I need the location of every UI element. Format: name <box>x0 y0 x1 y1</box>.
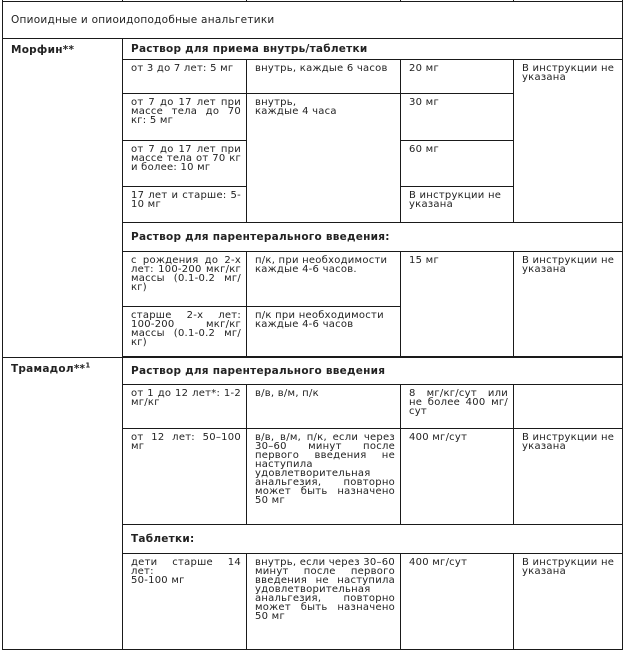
form-header: Раствор для приема внутрь/таблетки <box>123 39 623 60</box>
note-cell: В инструкции не указана <box>514 60 623 223</box>
age-dose-cell: дети старше 14 лет: 50-100 мг <box>123 554 247 650</box>
note-cell <box>514 385 623 429</box>
max-dose-cell: 8 мг/кг/сут или не более 400 мг/сут <box>401 385 514 429</box>
route-cell: внутрь, каждые 6 часов <box>247 60 401 94</box>
dosage-table <box>2 0 623 650</box>
form-header: Раствор для парентерального введения <box>123 358 623 385</box>
note-cell: В инструкции не указана <box>514 252 623 357</box>
route-cell: внутрь, если через 30–60 минут после первого введения не наступила удовлетворительная анальгезия, повторно может быть назначено 50 мг <box>247 554 401 650</box>
max-dose-cell: 60 мг <box>401 141 514 187</box>
age-dose-cell: от 3 до 7 лет: 5 мг <box>123 60 247 94</box>
age-dose-cell: 17 лет и старше: 5-10 мг <box>123 187 247 223</box>
route-cell: в/в, в/м, п/к, если через 30–60 минут после первого введения не наступила удовлетворительная анальгезия, повторно может быть назначено 50 мг <box>247 429 401 525</box>
note-cell: В инструкции не указана <box>514 429 623 525</box>
age-dose-cell: от 1 до 12 лет*: 1-2 мг/кг <box>123 385 247 429</box>
form-header: Раствор для парентерального введения: <box>123 223 623 252</box>
max-dose-cell: 400 мг/сут <box>401 429 514 525</box>
max-dose-cell: 400 мг/сут <box>401 554 514 650</box>
drug-name-text: Трамадол** <box>11 363 86 375</box>
age-dose-cell: от 7 до 17 лет при массе тела от 70 кг и более: 10 мг <box>123 141 247 187</box>
table-row <box>3 39 623 60</box>
footnote-marker: 1 <box>85 361 91 370</box>
route-cell: п/к, при необходимости каждые 4-6 часов. <box>247 252 401 307</box>
max-dose-cell: 15 мг <box>401 252 514 357</box>
group-header-row <box>3 2 623 39</box>
age-dose-cell: старше 2-х лет: 100-200 мкг/кг массы (0.1-0.2 мг/кг) <box>123 307 247 357</box>
max-dose-cell: 20 мг <box>401 60 514 94</box>
age-dose-cell: от 7 до 17 лет при массе тела до 70 кг: 5 мг <box>123 94 247 141</box>
table-row <box>3 358 623 385</box>
route-cell: п/к при необходимости каждые 4-6 часов <box>247 307 401 357</box>
route-cell: внутрь, каждые 4 часа <box>247 94 401 223</box>
group-title: Опиоидные и опиоидоподобные анальгетики <box>3 2 623 39</box>
route-cell: в/в, в/м, п/к <box>247 385 401 429</box>
drug-name-morphine: Морфин** <box>3 39 123 358</box>
max-dose-cell: В инструкции не указана <box>401 187 514 223</box>
drug-name-tramadol <box>3 358 123 650</box>
age-dose-cell: от 12 лет: 50–100 мг <box>123 429 247 525</box>
note-cell: В инструкции не указана <box>514 554 623 650</box>
form-header: Таблетки: <box>123 525 623 554</box>
max-dose-cell: 30 мг <box>401 94 514 141</box>
age-dose-cell: с рождения до 2-х лет: 100-200 мкг/кг массы (0.1-0.2 мг/кг) <box>123 252 247 307</box>
